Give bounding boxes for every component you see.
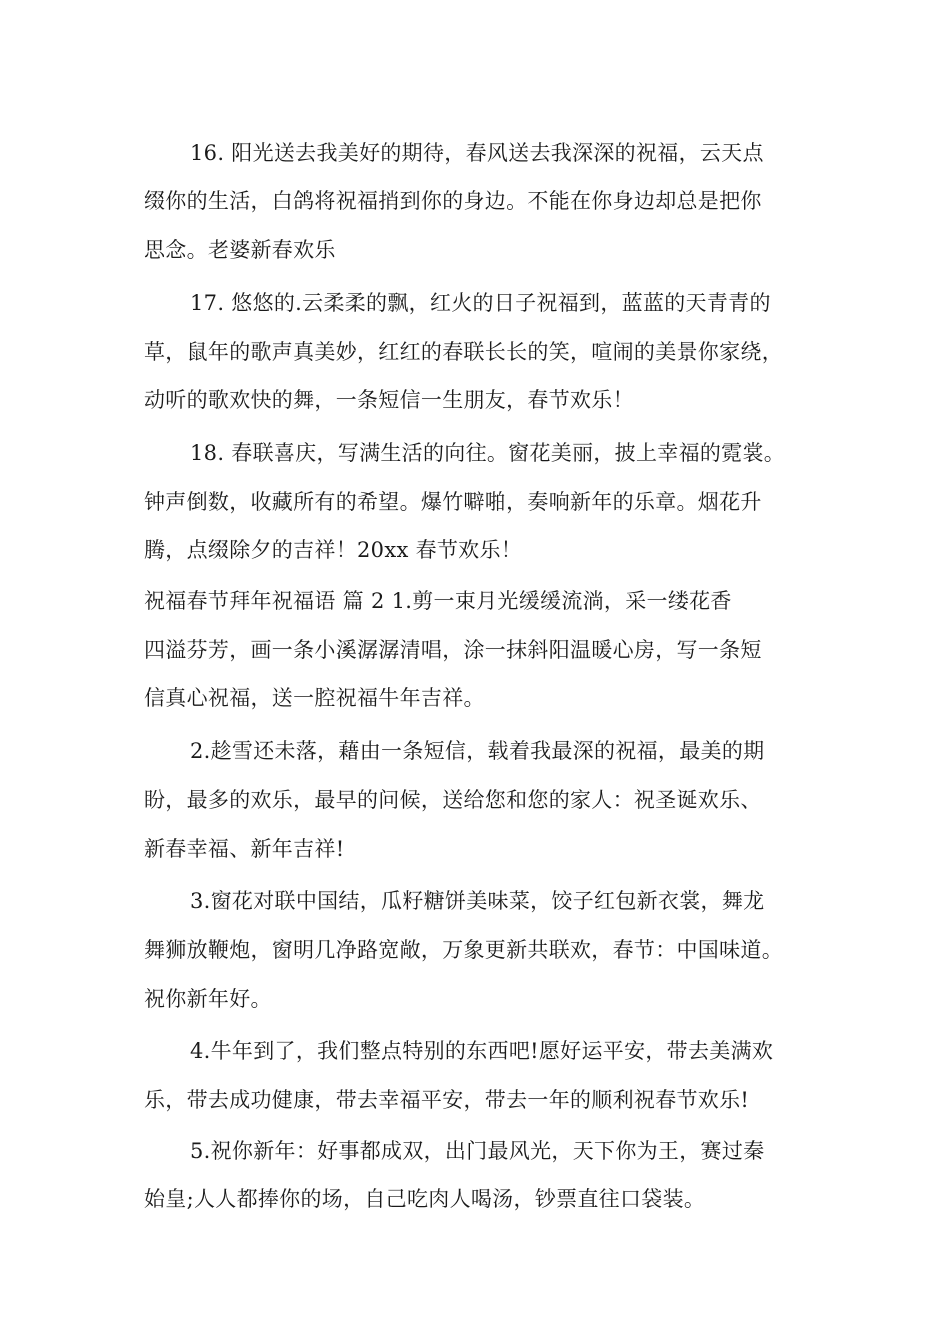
paragraph-18-line-1: 18. 春联喜庆，写满生活的向往。窗花美丽，披上幸福的霓裳。 (190, 441, 786, 465)
item-3-line-3: 祝你新年好。 (144, 987, 272, 1011)
item-4-line-1: 4.牛年到了，我们整点特别的东西吧!愿好运平安，带去美满欢 (190, 1039, 774, 1063)
item-5-line-2: 始皇;人人都捧你的场，自己吃肉人喝汤，钞票直往口袋装。 (144, 1187, 706, 1211)
paragraph-17-line-3: 动听的歌欢快的舞，一条短信一生朋友，春节欢乐！ (144, 388, 634, 412)
paragraph-18-line-2: 钟声倒数，收藏所有的希望。爆竹噼啪，奏响新年的乐章。烟花升 (144, 490, 762, 514)
item-5-line-1: 5.祝你新年：好事都成双，出门最风光，天下你为王，赛过秦 (190, 1139, 765, 1163)
paragraph-17-line-1: 17. 悠悠的.云柔柔的飘，红火的日子祝福到，蓝蓝的天青青的 (190, 291, 771, 315)
paragraph-16-line-1: 16. 阳光送去我美好的期待，春风送去我深深的祝福，云天点 (190, 141, 764, 165)
paragraph-18-line-3: 腾，点缀除夕的吉祥！20xx 春节欢乐！ (144, 538, 523, 562)
paragraph-16-line-3: 思念。老婆新春欢乐 (144, 238, 336, 262)
paragraph-16-line-2: 缀你的生活，白鸽将祝福捎到你的身边。不能在你身边却总是把你 (144, 189, 762, 213)
section-item-1-line-3: 信真心祝福，送一腔祝福牛年吉祥。 (144, 686, 485, 710)
item-3-line-1: 3.窗花对联中国结，瓜籽糖饼美味菜，饺子红包新衣裳，舞龙 (190, 889, 765, 913)
item-2-line-1: 2.趁雪还未落，藉由一条短信，载着我最深的祝福，最美的期 (190, 739, 765, 763)
section-item-1-line-2: 四溢芬芳，画一条小溪潺潺清唱，涂一抹斜阳温暖心房，写一条短 (144, 638, 762, 662)
section-heading-line-1: 祝福春节拜年祝福语 篇 2 1.剪一束月光缓缓流淌，采一缕花香 (144, 589, 732, 613)
paragraph-17-line-2: 草，鼠年的歌声真美妙，红红的春联长长的笑，喧闹的美景你家绕， (144, 340, 783, 364)
item-2-line-3: 新春幸福、新年吉祥! (144, 837, 345, 861)
item-3-line-2: 舞狮放鞭炮，窗明几净路宽敞，万象更新共联欢，春节：中国味道。 (144, 938, 783, 962)
item-4-line-2: 乐，带去成功健康，带去幸福平安，带去一年的顺利祝春节欢乐! (144, 1088, 750, 1112)
item-2-line-2: 盼，最多的欢乐，最早的问候，送给您和您的家人：祝圣诞欢乐、 (144, 788, 762, 812)
